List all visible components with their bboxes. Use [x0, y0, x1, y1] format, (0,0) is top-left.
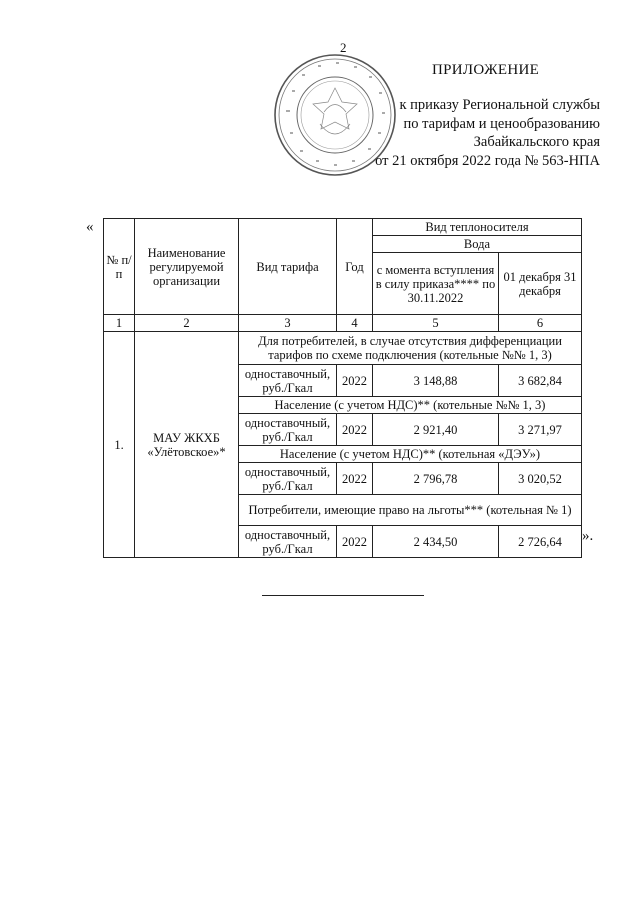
tariff-year: 2022: [337, 365, 373, 397]
opening-quote: «: [86, 219, 94, 235]
order-line: Забайкальского края: [473, 134, 600, 150]
tariff-kind: одноставочный, руб./Гкал: [239, 463, 337, 495]
column-number: 6: [499, 315, 582, 332]
order-reference: [300, 96, 600, 170]
closing-quote: ».: [582, 528, 594, 544]
header-period-1: с момента вступления в силу приказа**** по 30.11.2022: [373, 253, 499, 315]
group-title: Население (с учетом НДС)** (котельные №№ 1, 3): [239, 397, 582, 414]
tariff-year: 2022: [337, 463, 373, 495]
tariff-value-period-1: 3 148,88: [373, 365, 499, 397]
tariff-year: 2022: [337, 526, 373, 558]
header-period-2: 01 декабря 31 декабря: [499, 253, 582, 315]
column-number: 3: [239, 315, 337, 332]
tariff-value-period-1: 2 434,50: [373, 526, 499, 558]
tariff-year: 2022: [337, 414, 373, 446]
column-number: 1: [104, 315, 135, 332]
organization-name: МАУ ЖКХБ «Улётовское»*: [135, 332, 239, 558]
order-line: по тарифам и ценообразованию: [403, 115, 600, 132]
tariff-value-period-1: 2 921,40: [373, 414, 499, 446]
header-water: Вода: [373, 236, 582, 253]
group-title: Население (с учетом НДС)** (котельная «ДЭУ»): [239, 446, 582, 463]
group-title: Для потребителей, в случае отсутствия дифференциации тарифов по схеме подключения (котельные №№ 1, 3): [239, 332, 582, 365]
header-year: Год: [337, 219, 373, 315]
column-number: 2: [135, 315, 239, 332]
group-title: Потребители, имеющие право на льготы*** (котельная № 1): [239, 495, 582, 526]
order-line: к приказу Региональной службы: [399, 97, 600, 113]
tariff-kind: одноставочный, руб./Гкал: [239, 414, 337, 446]
order-line: от 21 октября 2022 года № 563-НПА: [375, 152, 600, 169]
tariff-value-period-1: 2 796,78: [373, 463, 499, 495]
tariff-table: [103, 218, 582, 558]
tariff-value-period-2: 3 682,84: [499, 365, 582, 397]
column-number: 4: [337, 315, 373, 332]
appendix-title: ПРИЛОЖЕНИЕ: [432, 62, 540, 78]
footer-divider: [262, 595, 424, 596]
page-number: 2: [340, 40, 347, 55]
header-kind: Вид тарифа: [239, 219, 337, 315]
tariff-value-period-2: 3 271,97: [499, 414, 582, 446]
header-num: № п/п: [104, 219, 135, 315]
tariff-value-period-2: 3 020,52: [499, 463, 582, 495]
column-number: 5: [373, 315, 499, 332]
tariff-value-period-2: 2 726,64: [499, 526, 582, 558]
row-number: 1.: [104, 332, 135, 558]
header-carrier: Вид теплоносителя: [373, 219, 582, 236]
header-org: Наименование регулируемой организации: [135, 219, 239, 315]
tariff-kind: одноставочный, руб./Гкал: [239, 526, 337, 558]
tariff-kind: одноставочный, руб./Гкал: [239, 365, 337, 397]
